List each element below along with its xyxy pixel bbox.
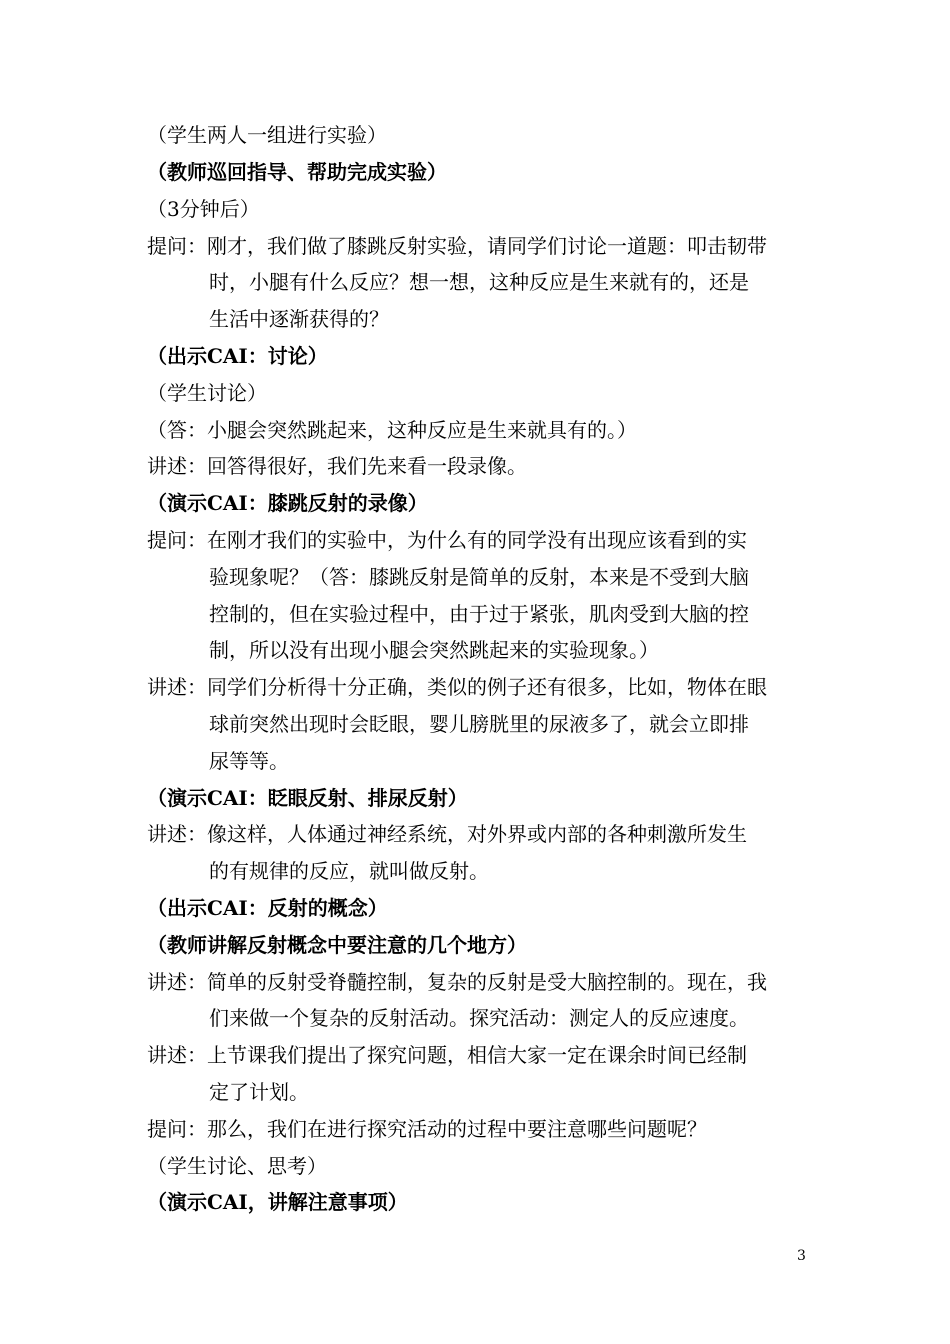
text-line-bold: （教师讲解反射概念中要注意的几个地方） bbox=[147, 933, 527, 957]
text-line-bold: （教师巡回指导、帮助完成实验） bbox=[147, 160, 447, 184]
text-line: 们来做一个复杂的反射活动。探究活动：测定人的反应速度。 bbox=[209, 1006, 749, 1030]
text-line-bold: （出示CAI：反射的概念） bbox=[147, 896, 388, 920]
text-line: （学生两人一组进行实验） bbox=[147, 123, 387, 147]
text-line: 尿等等。 bbox=[209, 749, 289, 773]
text-line: 讲述：同学们分析得十分正确，类似的例子还有很多，比如，物体在眼 bbox=[147, 675, 767, 699]
text-line: 讲述：回答得很好，我们先来看一段录像。 bbox=[147, 454, 527, 478]
text-line: 控制的，但在实验过程中，由于过于紧张，肌肉受到大脑的控 bbox=[209, 602, 749, 626]
text-line: （学生讨论） bbox=[147, 381, 267, 405]
text-line: 提问：那么，我们在进行探究活动的过程中要注意哪些问题呢？ bbox=[147, 1117, 707, 1141]
text-line-bold: （出示CAI：讨论） bbox=[147, 344, 328, 368]
text-line: 提问：在刚才我们的实验中，为什么有的同学没有出现应该看到的实 bbox=[147, 528, 747, 552]
text-line: （答：小腿会突然跳起来，这种反应是生来就具有的。） bbox=[147, 418, 637, 442]
text-line: 的有规律的反应，就叫做反射。 bbox=[209, 859, 489, 883]
text-line: 提问：刚才，我们做了膝跳反射实验，请同学们讨论一道题：叩击韧带 bbox=[147, 234, 767, 258]
text-line-bold: （演示CAI：眨眼反射、排尿反射） bbox=[147, 786, 468, 810]
page-number: 3 bbox=[797, 1248, 806, 1264]
text-line: 讲述：简单的反射受脊髓控制，复杂的反射是受大脑控制的。现在，我 bbox=[147, 970, 767, 994]
text-line: （学生讨论、思考） bbox=[147, 1154, 327, 1178]
text-line: 定了计划。 bbox=[209, 1080, 309, 1104]
text-line-bold: （演示CAI，讲解注意事项） bbox=[147, 1190, 408, 1214]
text-line-bold: （演示CAI：膝跳反射的录像） bbox=[147, 491, 428, 515]
text-line: 生活中逐渐获得的？ bbox=[209, 307, 389, 331]
text-line: （3分钟后） bbox=[147, 197, 260, 221]
text-line: 球前突然出现时会眨眼，婴儿膀胱里的尿液多了，就会立即排 bbox=[209, 712, 749, 736]
text-line: 讲述：像这样，人体通过神经系统，对外界或内部的各种刺激所发生 bbox=[147, 822, 747, 846]
text-line: 制，所以没有出现小腿会突然跳起来的实验现象。） bbox=[209, 638, 659, 662]
text-line: 时，小腿有什么反应？想一想，这种反应是生来就有的，还是 bbox=[209, 270, 749, 294]
text-line: 验现象呢？（答：膝跳反射是简单的反射，本来是不受到大脑 bbox=[209, 565, 749, 589]
text-line: 讲述：上节课我们提出了探究问题，相信大家一定在课余时间已经制 bbox=[147, 1043, 747, 1067]
